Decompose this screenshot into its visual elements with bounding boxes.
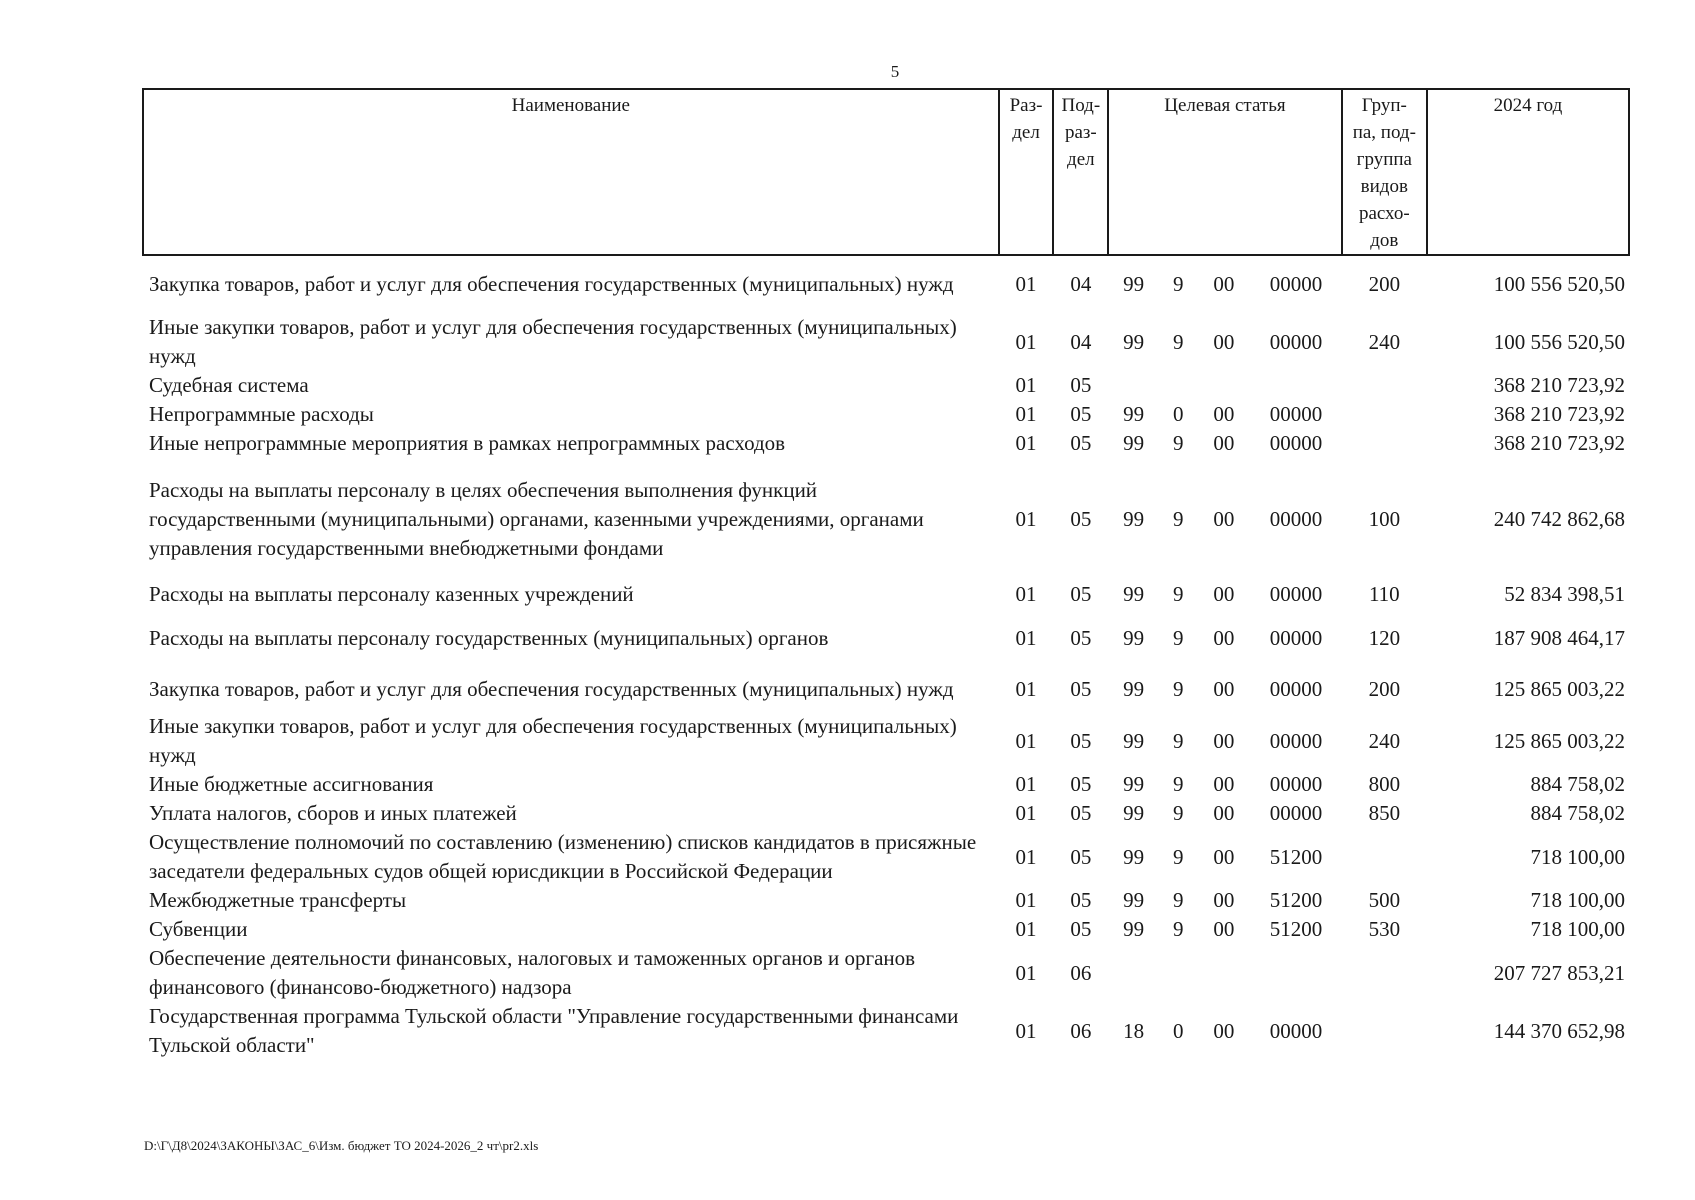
- row-target-direction: 9: [1173, 844, 1184, 869]
- row-target-program: 99: [1123, 917, 1145, 941]
- row-target-direction: 9: [1173, 801, 1184, 825]
- row-expense-group: [1342, 944, 1427, 1002]
- row-amount: 718 100,00: [1530, 917, 1625, 941]
- row-name: Судебная система: [149, 373, 309, 397]
- row-podrazdel: 05: [1070, 917, 1092, 941]
- table-row: [143, 828, 1629, 886]
- row-podrazdel: 05: [1070, 581, 1092, 606]
- table-row: [143, 654, 1629, 712]
- row-target-event: 00: [1213, 772, 1235, 796]
- row-target-event: 00: [1213, 1018, 1235, 1043]
- row-target-event: 00: [1213, 431, 1235, 455]
- row-razdel: 01: [1015, 772, 1037, 796]
- row-target-code: 51200: [1269, 844, 1323, 869]
- row-target-program: 99: [1123, 772, 1145, 796]
- row-amount: 125 865 003,22: [1493, 676, 1625, 701]
- row-target-code: 51200: [1269, 888, 1323, 912]
- row-amount: 100 556 520,50: [1493, 272, 1625, 296]
- row-target-code: 51200: [1269, 917, 1323, 941]
- row-amount: 240 742 862,68: [1493, 506, 1625, 531]
- row-podrazdel: 05: [1070, 888, 1092, 912]
- row-expense-group: [1342, 1002, 1427, 1060]
- row-target-event: 00: [1213, 272, 1235, 296]
- row-podrazdel: 05: [1070, 728, 1092, 753]
- row-target-program: 99: [1123, 676, 1145, 701]
- row-expense-group: 500: [1368, 888, 1401, 912]
- row-target-program: [1108, 371, 1159, 400]
- row-target-program: 99: [1123, 506, 1145, 531]
- row-target-program: 99: [1123, 728, 1145, 753]
- row-target-program: 18: [1123, 1018, 1145, 1043]
- row-target-event: 00: [1213, 844, 1235, 869]
- footer-file-path: D:\Г\Д8\2024\ЗАКОНЫ\ЗАС_6\Изм. бюджет ТО 2024-2026_2 чт\pr2.xls: [144, 1138, 539, 1153]
- row-expense-group: [1342, 371, 1427, 400]
- row-target-direction: 9: [1173, 888, 1184, 912]
- header-name: Наименование: [143, 89, 999, 255]
- row-name: Обеспечение деятельности финансовых, налоговых и таможенных органов и органов финансового (финансово-бюджетного) надзора: [149, 946, 916, 999]
- row-podrazdel: 05: [1070, 402, 1092, 426]
- row-target-code: 00000: [1269, 402, 1323, 426]
- row-target-program: 99: [1123, 844, 1145, 869]
- table-row: [143, 313, 1629, 371]
- row-name: Расходы на выплаты персоналу казенных учреждений: [149, 581, 634, 606]
- row-name: Закупка товаров, работ и услуг для обеспечения государственных (муниципальных) нужд: [149, 272, 954, 296]
- table-row: [143, 886, 1629, 915]
- budget-table: [142, 88, 1630, 1060]
- row-target-direction: 9: [1173, 772, 1184, 796]
- row-name: Осуществление полномочий по составлению (изменению) списков кандидатов в присяжные заседатели федеральных судов общей юрисдикции в Российской Федерации: [149, 830, 977, 883]
- row-target-code: 00000: [1269, 1018, 1323, 1043]
- row-podrazdel: 05: [1070, 676, 1092, 701]
- row-target-code: [1250, 944, 1341, 1002]
- row-target-event: [1198, 371, 1251, 400]
- row-target-code: [1250, 371, 1341, 400]
- row-name: Расходы на выплаты персоналу государственных (муниципальных) органов: [149, 625, 829, 650]
- row-podrazdel: 04: [1070, 329, 1092, 354]
- row-target-event: 00: [1213, 402, 1235, 426]
- row-target-program: 99: [1123, 431, 1145, 455]
- row-razdel: 01: [1015, 676, 1037, 701]
- table-row: [143, 371, 1629, 400]
- row-amount: 144 370 652,98: [1493, 1018, 1625, 1043]
- row-razdel: 01: [1015, 844, 1037, 869]
- row-target-code: 00000: [1269, 506, 1323, 531]
- row-target-code: 00000: [1269, 801, 1323, 825]
- row-target-direction: 0: [1173, 1018, 1184, 1043]
- row-razdel: 01: [1015, 402, 1037, 426]
- row-name: Иные бюджетные ассигнования: [149, 772, 434, 796]
- row-expense-group: 240: [1368, 329, 1401, 354]
- row-razdel: 01: [1015, 888, 1037, 912]
- table-row: [143, 799, 1629, 828]
- row-expense-group: [1342, 400, 1427, 429]
- table-row: [143, 1002, 1629, 1060]
- table-body: [143, 255, 1629, 1060]
- row-target-program: 99: [1123, 329, 1145, 354]
- row-amount: 884 758,02: [1530, 801, 1625, 825]
- row-amount: 368 210 723,92: [1493, 373, 1625, 397]
- row-amount: 718 100,00: [1530, 844, 1625, 869]
- row-target-direction: 9: [1173, 676, 1184, 701]
- row-name: Субвенции: [149, 917, 248, 941]
- table-row: [143, 770, 1629, 799]
- header-razdel: Раз- дел: [999, 89, 1054, 255]
- row-expense-group: 110: [1368, 581, 1400, 606]
- row-podrazdel: 05: [1070, 801, 1092, 825]
- table-row: [143, 429, 1629, 458]
- row-target-direction: 9: [1173, 625, 1184, 650]
- row-podrazdel: 04: [1070, 272, 1092, 296]
- row-expense-group: 240: [1368, 728, 1401, 753]
- table-row: [143, 610, 1629, 654]
- row-target-program: 99: [1123, 581, 1145, 606]
- row-target-direction: 9: [1173, 917, 1184, 941]
- row-target-program: 99: [1123, 801, 1145, 825]
- row-amount: 100 556 520,50: [1493, 329, 1625, 354]
- row-razdel: 01: [1015, 728, 1037, 753]
- row-podrazdel: 05: [1070, 506, 1092, 531]
- row-target-event: 00: [1213, 625, 1235, 650]
- table-row: [143, 915, 1629, 944]
- row-podrazdel: 05: [1070, 772, 1092, 796]
- row-podrazdel: 05: [1070, 844, 1092, 869]
- row-target-program: 99: [1123, 888, 1145, 912]
- row-name: Иные закупки товаров, работ и услуг для обеспечения государственных (муниципальных) нужд: [149, 714, 957, 767]
- row-target-event: 00: [1213, 506, 1235, 531]
- row-target-event: 00: [1213, 329, 1235, 354]
- row-target-code: 00000: [1269, 625, 1323, 650]
- row-amount: 718 100,00: [1530, 888, 1625, 912]
- row-razdel: 01: [1015, 625, 1037, 650]
- row-target-event: 00: [1213, 801, 1235, 825]
- row-expense-group: 120: [1368, 625, 1401, 650]
- row-target-event: 00: [1213, 917, 1235, 941]
- row-podrazdel: 05: [1070, 373, 1092, 397]
- row-amount: 207 727 853,21: [1493, 960, 1625, 985]
- row-name: Непрограммные расходы: [149, 402, 374, 426]
- row-target-direction: 9: [1173, 728, 1184, 753]
- row-razdel: 01: [1015, 1018, 1037, 1043]
- row-expense-group: 200: [1368, 676, 1401, 701]
- row-name: Государственная программа Тульской области "Управление государственными финансами Тульской области": [149, 1004, 959, 1057]
- row-expense-group: 530: [1368, 917, 1401, 941]
- row-name: Иные закупки товаров, работ и услуг для обеспечения государственных (муниципальных) нужд: [149, 315, 957, 368]
- row-expense-group: 100: [1368, 506, 1401, 531]
- row-target-code: 00000: [1269, 728, 1323, 753]
- table-row: [143, 712, 1629, 770]
- row-target-direction: 0: [1173, 402, 1184, 426]
- table-row: [143, 458, 1629, 566]
- row-amount: 187 908 464,17: [1493, 625, 1625, 650]
- row-name: Расходы на выплаты персоналу в целях обеспечения выполнения функций государственными (муниципальными) органами, казенными учреждениями, органами управления государственными внебюджетными фондами: [149, 477, 924, 560]
- row-target-direction: 9: [1173, 329, 1184, 354]
- header-podrazdel: Под- раз- дел: [1053, 89, 1108, 255]
- row-podrazdel: 06: [1070, 960, 1092, 985]
- page-number: 5: [890, 62, 900, 81]
- row-target-event: 00: [1213, 581, 1235, 606]
- row-razdel: 01: [1015, 960, 1037, 985]
- row-target-program: [1108, 944, 1159, 1002]
- header-year: 2024 год: [1427, 89, 1629, 255]
- row-target-code: 00000: [1269, 676, 1323, 701]
- row-name: Иные непрограммные мероприятия в рамках непрограммных расходов: [149, 431, 786, 455]
- row-amount: 52 834 398,51: [1504, 581, 1625, 606]
- row-target-direction: 9: [1173, 272, 1184, 296]
- row-name: Уплата налогов, сборов и иных платежей: [149, 801, 517, 825]
- header-expense-group: Груп- па, под- группа видов расхо- дов: [1342, 89, 1427, 255]
- table-row: [143, 944, 1629, 1002]
- row-name: Закупка товаров, работ и услуг для обеспечения государственных (муниципальных) нужд: [149, 676, 954, 701]
- row-razdel: 01: [1015, 272, 1037, 296]
- row-podrazdel: 05: [1070, 625, 1092, 650]
- row-razdel: 01: [1015, 329, 1037, 354]
- row-razdel: 01: [1015, 801, 1037, 825]
- row-podrazdel: 05: [1070, 431, 1092, 455]
- row-amount: 368 210 723,92: [1493, 402, 1625, 426]
- row-target-direction: 9: [1173, 431, 1184, 455]
- table-row: [143, 400, 1629, 429]
- row-name: Межбюджетные трансферты: [149, 888, 407, 912]
- row-target-code: 00000: [1269, 272, 1323, 296]
- row-amount: 125 865 003,22: [1493, 728, 1625, 753]
- row-target-event: 00: [1213, 676, 1235, 701]
- row-expense-group: [1342, 429, 1427, 458]
- row-podrazdel: 06: [1070, 1018, 1092, 1043]
- row-target-event: [1198, 944, 1251, 1002]
- row-target-direction: [1159, 944, 1198, 1002]
- row-target-code: 00000: [1269, 431, 1323, 455]
- row-razdel: 01: [1015, 581, 1037, 606]
- row-target-direction: 9: [1173, 506, 1184, 531]
- row-target-code: 00000: [1269, 581, 1323, 606]
- header-target-article: Целевая статья: [1108, 89, 1341, 255]
- table-header: [143, 89, 1629, 255]
- row-target-event: 00: [1213, 888, 1235, 912]
- row-amount: 884 758,02: [1530, 772, 1625, 796]
- row-target-program: 99: [1123, 625, 1145, 650]
- row-razdel: 01: [1015, 373, 1037, 397]
- row-target-code: 00000: [1269, 329, 1323, 354]
- row-target-event: 00: [1213, 728, 1235, 753]
- row-target-code: 00000: [1269, 772, 1323, 796]
- row-expense-group: 800: [1368, 772, 1401, 796]
- row-amount: 368 210 723,92: [1493, 431, 1625, 455]
- row-target-direction: 9: [1173, 581, 1184, 606]
- table-row: [143, 255, 1629, 313]
- row-razdel: 01: [1015, 917, 1037, 941]
- table-row: [143, 566, 1629, 610]
- row-expense-group: [1342, 828, 1427, 886]
- row-target-program: 99: [1123, 402, 1145, 426]
- row-target-direction: [1159, 371, 1198, 400]
- row-razdel: 01: [1015, 506, 1037, 531]
- row-target-program: 99: [1123, 272, 1145, 296]
- row-expense-group: 200: [1368, 272, 1401, 296]
- row-expense-group: 850: [1368, 801, 1401, 825]
- row-razdel: 01: [1015, 431, 1037, 455]
